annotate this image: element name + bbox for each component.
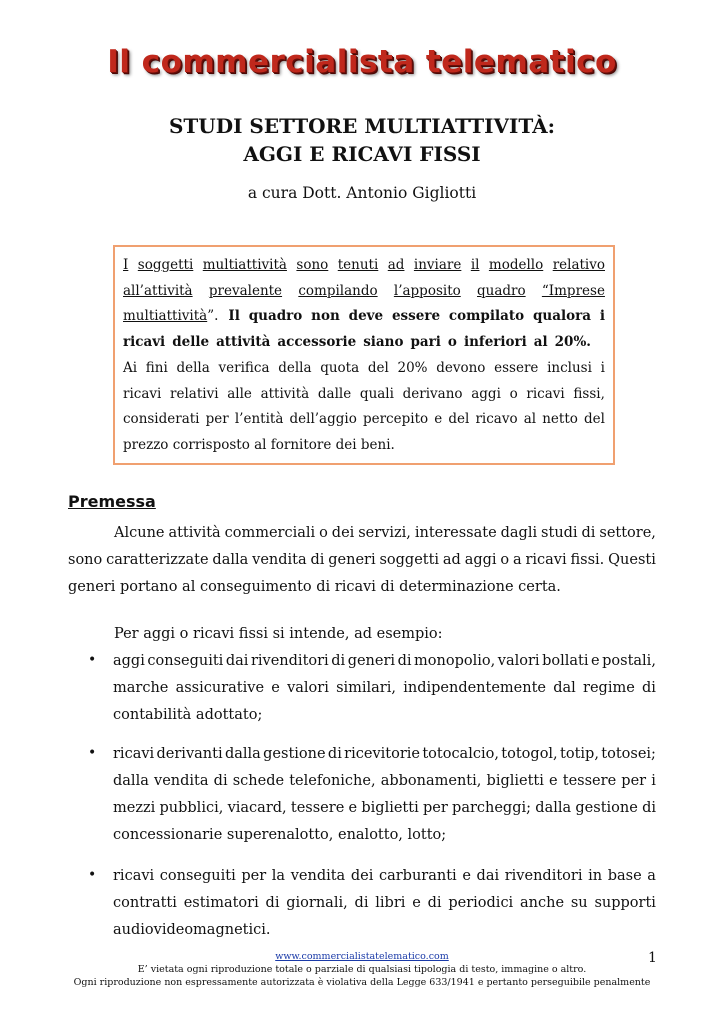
box-line <box>123 382 605 408</box>
word: pubblici, <box>159 800 224 816</box>
word: dalla <box>113 773 149 789</box>
word: generi <box>347 653 396 669</box>
word: del <box>584 411 605 428</box>
word: dell’aggio <box>289 411 357 428</box>
word: tenuti <box>337 257 379 273</box>
word: del <box>448 411 470 428</box>
text-line <box>68 520 656 547</box>
word: relativi <box>170 385 219 402</box>
word: e <box>591 653 600 669</box>
word: totocalcio, <box>422 746 499 762</box>
word: la <box>271 868 286 884</box>
word: inferiori <box>463 334 527 351</box>
word: fissi, <box>573 385 605 402</box>
box-line <box>123 279 605 305</box>
word: 20%. <box>554 334 591 351</box>
word: biglietti <box>361 800 419 816</box>
word: totosei; <box>601 746 656 762</box>
box-line <box>123 304 605 330</box>
word: ricavi <box>526 385 565 402</box>
word: non <box>311 308 340 325</box>
word: e <box>549 773 558 789</box>
word: i <box>599 308 605 325</box>
word: monopolio, <box>414 653 496 669</box>
bullet-item <box>113 741 656 849</box>
word: rivenditori <box>250 653 329 669</box>
word: a <box>647 868 656 884</box>
word: attività <box>216 334 271 351</box>
word: giornali, <box>286 895 348 911</box>
word: pari <box>410 334 441 351</box>
word: multiattività <box>202 257 287 273</box>
word: dalla <box>535 800 572 816</box>
word: ricavi <box>113 868 155 884</box>
word: o <box>319 525 328 541</box>
word: telefoniche, <box>289 773 376 789</box>
word: quota <box>320 359 360 376</box>
word: compilando <box>298 282 378 299</box>
word: assicurative <box>175 680 265 696</box>
word: quadro <box>248 308 303 325</box>
word: attività <box>168 525 221 541</box>
word: dai <box>225 653 249 669</box>
word: similari, <box>336 680 396 696</box>
word: o <box>509 385 518 402</box>
word: dei <box>331 525 355 541</box>
word: biglietti <box>486 773 544 789</box>
word: dai <box>476 868 500 884</box>
word: libri <box>375 895 406 911</box>
masthead-logo: Il commercialista telematico <box>107 44 617 80</box>
footer-notice: E’ vietata ogni riproduzione totale o parziale di qualsiasi tipologia di testo, immagine o altro. <box>137 964 587 975</box>
bullet-marker: • <box>88 745 97 761</box>
word: e <box>434 411 443 428</box>
word: marche <box>113 680 169 696</box>
word: il <box>470 257 480 273</box>
word: conseguiti <box>147 653 224 669</box>
word: tessere <box>562 773 617 789</box>
text-line <box>113 863 656 890</box>
word: di <box>265 895 280 911</box>
word: deve <box>348 308 384 325</box>
word: Ai <box>123 359 138 376</box>
box-bold-text <box>228 304 605 330</box>
word: gestione <box>575 800 638 816</box>
word: al <box>523 411 537 428</box>
author-line: a cura Dott. Antonio Gigliotti <box>247 184 477 202</box>
word: dei <box>350 868 374 884</box>
text-line <box>113 890 656 917</box>
word: al <box>533 334 548 351</box>
word: caratterizzate <box>106 552 209 568</box>
word: derivano <box>402 385 463 402</box>
word: estimatori <box>183 895 259 911</box>
word: di <box>642 800 656 816</box>
word: della <box>176 359 210 376</box>
word: anche <box>520 895 565 911</box>
word: alle <box>227 385 252 402</box>
word: dalla <box>212 552 249 568</box>
word: sono <box>296 257 329 273</box>
word: servizi, <box>358 525 411 541</box>
word: e <box>412 895 421 911</box>
word: dalla <box>224 746 261 762</box>
word: soggetti <box>379 552 440 568</box>
word: 20% <box>397 359 428 376</box>
word: e <box>348 800 358 816</box>
word: prevalente <box>208 282 283 299</box>
word: interessate <box>414 525 497 541</box>
bullet-item <box>113 863 656 944</box>
word: soggetti <box>137 257 194 273</box>
text-line: audiovideomagnetici. <box>113 922 271 938</box>
box-text: ”. <box>207 308 219 325</box>
word: l’apposito <box>393 282 461 299</box>
word: della <box>278 359 312 376</box>
word: quali <box>359 385 394 402</box>
text-line <box>68 547 656 574</box>
word: conseguiti <box>159 868 236 884</box>
word: quadro <box>477 282 526 299</box>
word: inviare <box>413 257 462 273</box>
word: generi <box>328 552 376 568</box>
word: valori <box>497 653 540 669</box>
word: periodici <box>448 895 514 911</box>
word: bollati <box>542 653 589 669</box>
summary-box <box>113 245 615 465</box>
word: Alcune <box>114 525 165 541</box>
text-line: Per aggi o ricavi fissi si intende, ad esempio: <box>114 626 443 642</box>
text-line <box>113 648 656 675</box>
word: “Imprese <box>541 282 605 299</box>
word: di <box>642 680 656 696</box>
word: devono <box>436 359 486 376</box>
word: di <box>327 746 342 762</box>
word: ricevitorie <box>344 746 420 762</box>
word: i <box>600 359 605 376</box>
word: compilato <box>448 308 525 325</box>
word: di <box>427 895 442 911</box>
word: aggi <box>113 653 145 669</box>
section-heading: Premessa <box>68 492 156 511</box>
word: verifica <box>218 359 270 376</box>
text-line <box>113 795 656 822</box>
word: settore, <box>599 525 656 541</box>
document-title: STUDI SETTORE MULTIATTIVITÀ: <box>168 114 556 138</box>
box-line <box>123 407 605 433</box>
box-line <box>123 330 605 356</box>
word: aggi <box>464 552 497 568</box>
word: aggi <box>471 385 501 402</box>
word: ad <box>442 552 461 568</box>
word: Il <box>228 308 240 325</box>
word: l’entità <box>234 411 284 428</box>
word: essere <box>494 359 539 376</box>
word: derivanti <box>156 746 223 762</box>
word: ricavi <box>525 552 567 568</box>
word: carburanti <box>378 868 457 884</box>
word: gestione <box>263 746 326 762</box>
word: I <box>123 257 129 273</box>
word: contratti <box>113 895 177 911</box>
intro-line <box>68 621 656 648</box>
text-line: contabilità adottato; <box>113 707 263 723</box>
word: netto <box>542 411 578 428</box>
word: per <box>241 868 267 884</box>
premessa-paragraph <box>68 520 656 601</box>
word: modello <box>488 257 544 273</box>
word: all’attività <box>123 282 193 299</box>
word: totip, <box>560 746 599 762</box>
word: di <box>581 525 596 541</box>
word: dal <box>553 680 576 696</box>
word: e <box>462 868 471 884</box>
word: in <box>588 868 603 884</box>
word: dagli <box>500 525 538 541</box>
word: indipendentemente <box>403 680 547 696</box>
word: di <box>310 552 325 568</box>
word: totogol, <box>501 746 558 762</box>
box-text: multiattività <box>123 308 208 325</box>
word: del <box>367 359 389 376</box>
footer-legal: Ogni riproduzione non espressamente autorizzata è violativa della Legge 633/1941 e pertanto perseguibile penalmente <box>73 977 651 988</box>
word: e <box>271 680 280 696</box>
word: vendita <box>252 552 307 568</box>
footer-website-link[interactable]: www.commercialistatelematico.com <box>275 951 449 962</box>
word: di <box>331 653 346 669</box>
word: di <box>354 895 369 911</box>
word: abbonamenti, <box>380 773 482 789</box>
word: per <box>621 773 647 789</box>
word: per <box>205 411 229 428</box>
word: essere <box>391 308 441 325</box>
word: ricavi <box>123 334 166 351</box>
word: ricavo <box>475 411 518 428</box>
word: schede <box>232 773 285 789</box>
word: siano <box>363 334 404 351</box>
text-line: generi portano al conseguimento di ricavi di determinazione certa. <box>68 579 561 595</box>
word: vendita <box>290 868 346 884</box>
word: regime <box>583 680 635 696</box>
word: sono <box>68 552 103 568</box>
box-line <box>123 356 605 382</box>
text-line: concessionarie superenalotto, enalotto, lotto; <box>113 827 447 843</box>
word: viacard, <box>227 800 287 816</box>
word: postali, <box>602 653 656 669</box>
word: inclusi <box>547 359 592 376</box>
word: Questi <box>608 552 656 568</box>
bullet-item <box>113 648 656 729</box>
text-line <box>113 768 656 795</box>
word: fissi. <box>570 552 605 568</box>
word: o <box>447 334 457 351</box>
word: attività <box>260 385 310 402</box>
bullet-marker: • <box>88 867 97 883</box>
word: supporti <box>594 895 656 911</box>
word: relativo <box>552 257 605 273</box>
word: base <box>607 868 642 884</box>
box-line: prezzo corrisposto al fornitore dei beni. <box>123 436 395 453</box>
word: rivenditori <box>504 868 583 884</box>
word: tessere <box>290 800 345 816</box>
word: dalle <box>317 385 352 402</box>
word: valori <box>287 680 329 696</box>
word: parcheggi; <box>452 800 532 816</box>
box-line <box>123 253 605 279</box>
word: i <box>651 773 656 789</box>
word: accessorie <box>277 334 357 351</box>
word: di <box>213 773 228 789</box>
bullet-marker: • <box>88 652 97 668</box>
word: considerati <box>123 411 200 428</box>
word: ricavi <box>123 385 162 402</box>
word: su <box>570 895 588 911</box>
word: mezzi <box>113 800 156 816</box>
document-subtitle: AGGI E RICAVI FISSI <box>243 142 481 166</box>
word: per <box>422 800 448 816</box>
word: fini <box>145 359 168 376</box>
word: delle <box>172 334 210 351</box>
page-number: 1 <box>648 950 657 966</box>
word: o <box>500 552 510 568</box>
word: di <box>397 653 412 669</box>
word: commerciali <box>224 525 316 541</box>
text-line <box>113 675 656 702</box>
word: ad <box>387 257 405 273</box>
word: percepito <box>362 411 429 428</box>
word: a <box>512 552 522 568</box>
word: ricavi <box>113 746 155 762</box>
word: vendita <box>154 773 209 789</box>
text-line <box>113 741 656 768</box>
word: studi <box>541 525 578 541</box>
word: qualora <box>532 308 591 325</box>
